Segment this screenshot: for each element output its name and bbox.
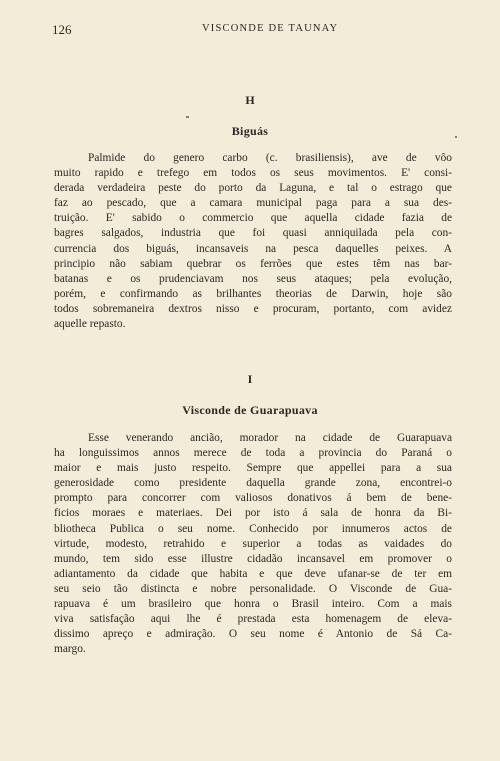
text-line: adiantamento da cidade que habita e que deve ufanar-se de ter em [54, 567, 452, 580]
text-line: todos sobremaneira dextros nisso e procuram, portanto, com avidez [54, 302, 452, 315]
text-line: dissimo apreço e admiração. O seu nome é Antonio de Sá Ca- [54, 628, 452, 641]
section-body-biguas [54, 151, 452, 332]
text-line: Esse venerando ancião, morador na cidade de Guarapuava [88, 432, 452, 444]
text-line: currencia dos biguás, incansaveis na pesca daquelles peixes. A [54, 242, 452, 255]
text-line: bliotheca Publica o seu nome. Conhecido por innumeros actos de [54, 522, 452, 535]
text-line: viva satisfação aqui lhe é prestada esta homenagem de eleva- [54, 613, 452, 626]
text-line: ha longuissimos annos merece de toda a provincia do Paraná o [54, 447, 452, 460]
section-body-guarapuava [54, 431, 452, 657]
running-head [52, 22, 454, 38]
text-line: rapuava é um brasileiro que honra o Brasil inteiro. Com a mais [54, 598, 452, 611]
section-title-visconde-de-guarapuava: Visconde de Guarapuava [182, 403, 318, 417]
text-line: faz ao pescado, que a camara municipal paga para a sua des- [54, 197, 452, 210]
text-line: seu seio tão distincta e nobre personalidade. O Visconde de Gua- [54, 582, 452, 595]
text-line: derada verdadeira peste do porto da Laguna, e tal o estrago que [54, 182, 452, 195]
section-letter-h: H [245, 93, 255, 107]
text-line: generosidade como presidente daquella grande zona, encontrei-o [54, 477, 452, 490]
print-speck [186, 116, 189, 118]
text-line: bagres salgados, industria que foi quasi anniquilada pela con- [54, 227, 452, 240]
print-speck [455, 136, 457, 138]
section-title-biguas: Biguás [231, 124, 269, 138]
text-line: ficios moraes e materiaes. Dei por isto á sala de honra da Bi- [54, 507, 452, 520]
text-line: margo. [54, 643, 86, 656]
page-number: 126 [52, 22, 72, 37]
text-line: Palmide do genero carbo (c. brasiliensis), ave de vôo [88, 152, 452, 164]
text-line: mundo, tem sido esse illustre cidadão incansavel em promover o [54, 552, 452, 565]
text-line: batanas e os prudenciavam nos seus ataques; pela evolução, [54, 272, 452, 285]
text-line: virtude, modesto, retrahido e superior a todas as vaidades do [54, 537, 452, 550]
text-line: truição. E' sabido o commercio que aquella cidade fazia de [54, 212, 452, 225]
text-line: maior e mais justo respeito. Sempre que appellei para a sua [54, 462, 452, 475]
text-line: muito rapido e trefego em todos os seus movimentos. E' consi- [54, 167, 452, 180]
running-title: VISCONDE DE TAUNAY [202, 23, 339, 34]
text-line: porém, e confirmando as brilhantes theorias de Darwin, hoje são [54, 287, 452, 300]
section-letter-i: I [247, 372, 253, 386]
text-line: prompto para concorrer com valiosos donativos á bem de bene- [54, 492, 452, 505]
text-line: aquelle repasto. [54, 318, 126, 331]
text-line: principio não sabiam quebrar os ferrões que estes têm nas bar- [54, 257, 452, 270]
